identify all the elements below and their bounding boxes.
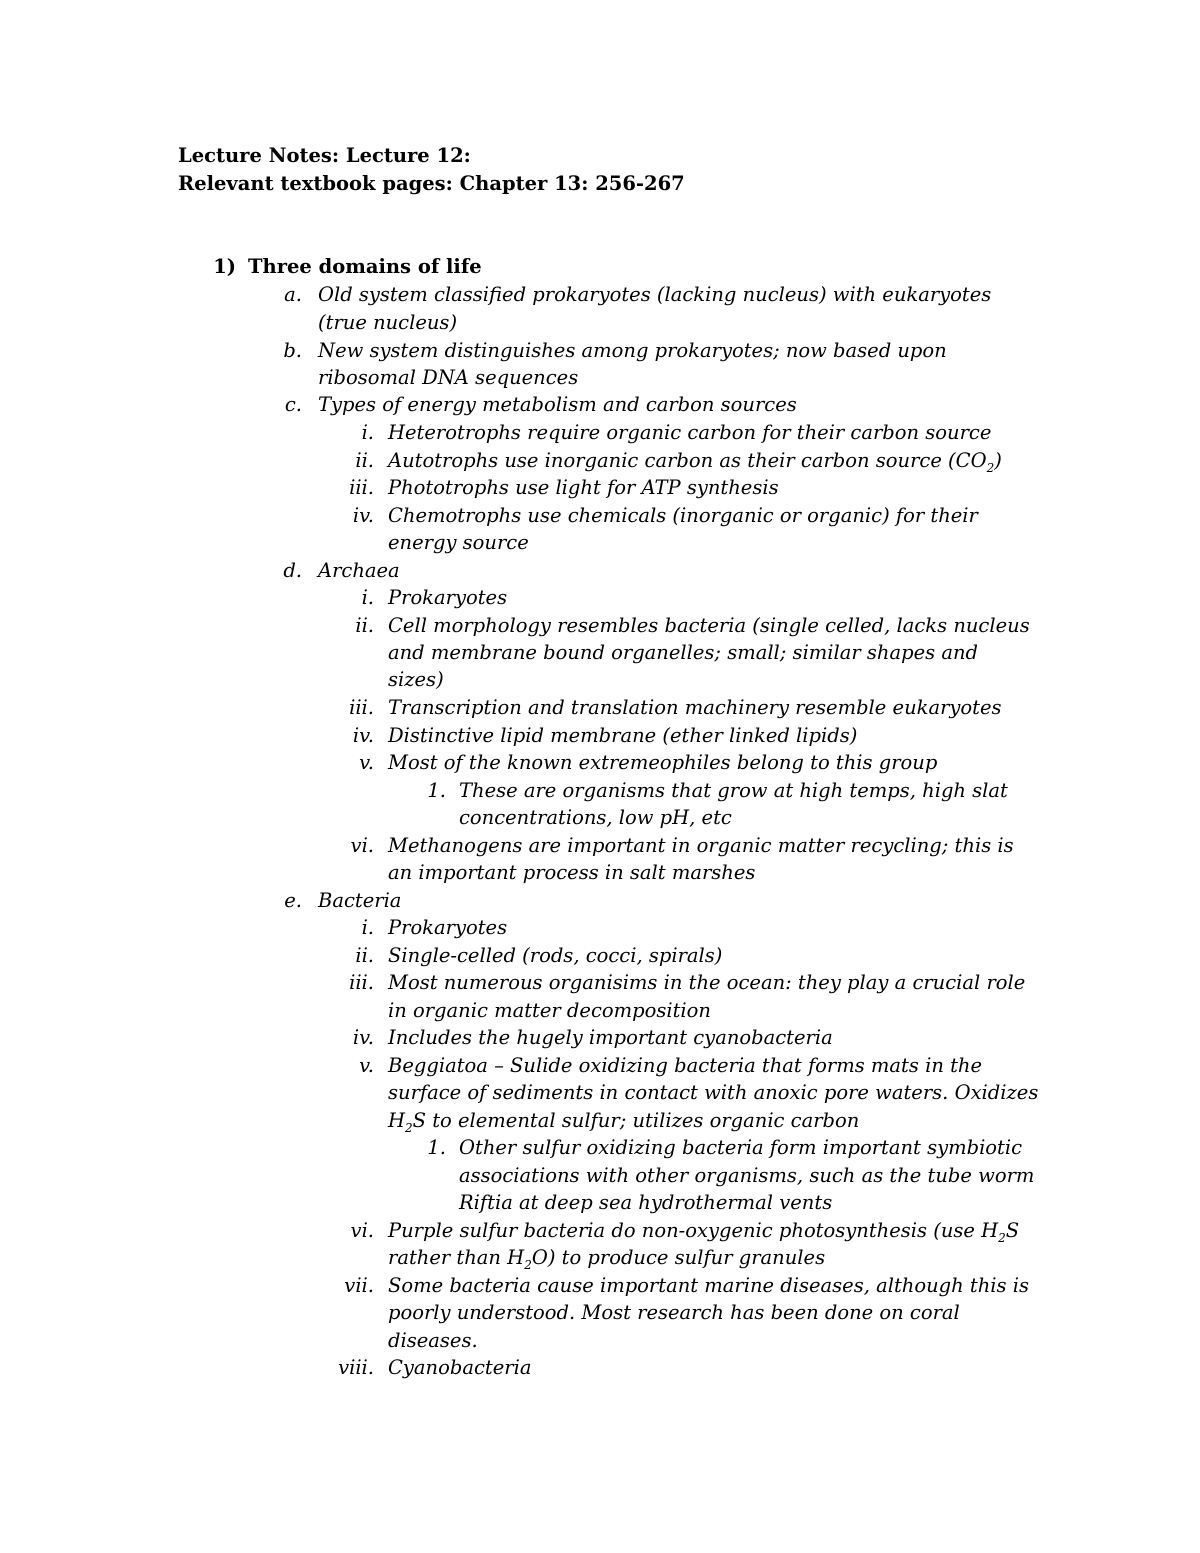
item-d-v-marker: v. [359, 751, 374, 774]
item-e-iv-line: Includes the hugely important cyanobacteria [388, 1026, 833, 1049]
item-d-v-1-line: concentrations, low pH, etc [459, 806, 732, 829]
item-e-vi-line: Purple sulfur bacteria do non-oxygenic photosynthesis (use $H_2S$ [388, 1219, 1020, 1245]
item-e-line: Bacteria [318, 889, 402, 912]
item-d-ii-line: sizes) [388, 668, 444, 691]
item-e-iii-line: Most numerous organisims in the ocean: they play a crucial role [388, 971, 1026, 994]
item-e-iii-line: in organic matter decomposition [388, 999, 711, 1022]
item-c-iii-marker: iii. [349, 476, 374, 499]
item-e-vii-line: poorly understood. Most research has been done on coral [388, 1301, 960, 1324]
item-c-ii-line: Autotrophs use inorganic carbon as their carbon source $(CO_2)$ [388, 449, 1002, 475]
item-e-ii-marker: ii. [355, 944, 374, 967]
item-d-v-line: Most of the known extremeophiles belong to this group [388, 751, 938, 774]
item-e-ii-line: Single-celled (rods, cocci, spirals) [388, 944, 723, 967]
item-e-i-line: Prokaryotes [388, 916, 508, 939]
section-marker: 1) [213, 255, 236, 278]
item-d-iv-line: Distinctive lipid membrane (ether linked lipids) [388, 724, 858, 747]
item-e-vi-marker: vi. [350, 1219, 374, 1242]
item-e-v-1-line: associations with other organisms, such as the tube worm [459, 1164, 1035, 1187]
item-b-line: ribosomal DNA sequences [318, 366, 579, 389]
item-c-i-marker: i. [361, 421, 374, 444]
item-e-viii-marker: viii. [338, 1356, 374, 1379]
item-a-marker: a. [284, 283, 302, 306]
item-e-v-1-line: Riftia at deep sea hydrothermal vents [459, 1191, 833, 1214]
item-d-iii-line: Transcription and translation machinery resemble eukaryotes [388, 696, 1002, 719]
item-c-line: Types of energy metabolism and carbon sources [318, 393, 797, 416]
item-e-iv-marker: iv. [352, 1026, 374, 1049]
item-d-ii-line: Cell morphology resembles bacteria (single celled, lacks nucleus [388, 614, 1030, 637]
item-c-iv-line: Chemotrophs use chemicals (inorganic or organic) for their [388, 504, 978, 527]
item-e-vi-line: rather than $H_2O$) to produce sulfur granules [388, 1246, 826, 1272]
item-e-iii-marker: iii. [349, 971, 374, 994]
item-d-vi-marker: vi. [350, 834, 374, 857]
item-e-marker: e. [284, 889, 302, 912]
item-d-vi-line: an important process in salt marshes [388, 861, 756, 884]
item-c-i-line: Heterotrophs require organic carbon for their carbon source [388, 421, 992, 444]
item-e-i-marker: i. [361, 916, 374, 939]
item-e-v-line: Beggiatoa – Sulide oxidizing bacteria that forms mats in the [388, 1054, 983, 1077]
item-e-v-marker: v. [359, 1054, 374, 1077]
item-e-vii-line: Some bacteria cause important marine diseases, although this is [388, 1274, 1029, 1297]
item-d-v-1-line: These are organisms that grow at high temps, high slat [459, 779, 1008, 802]
item-e-v-line: surface of sediments in contact with anoxic pore waters. Oxidizes [388, 1081, 1039, 1104]
lecture-title: Lecture Notes: Lecture 12: [178, 144, 471, 167]
item-b-line: New system distinguishes among prokaryotes; now based upon [318, 339, 947, 362]
item-c-iv-line: energy source [388, 531, 529, 554]
item-e-vii-line: diseases. [388, 1329, 478, 1352]
item-a-line: Old system classified prokaryotes (lacking nucleus) with eukaryotes [318, 283, 992, 306]
item-c-marker: c. [284, 393, 302, 416]
section-title: Three domains of life [248, 255, 482, 278]
item-d-vi-line: Methanogens are important in organic matter recycling; this is [388, 834, 1014, 857]
item-d-i-marker: i. [361, 586, 374, 609]
item-d-v-1-marker: 1. [427, 779, 446, 802]
item-e-v-1-line: Other sulfur oxidizing bacteria form important symbiotic [459, 1136, 1023, 1159]
textbook-pages-heading: Relevant textbook pages: Chapter 13: 256-267 [178, 172, 685, 195]
item-e-viii-line: Cyanobacteria [388, 1356, 532, 1379]
item-d-i-line: Prokaryotes [388, 586, 508, 609]
item-d-iii-marker: iii. [349, 696, 374, 719]
item-d-iv-marker: iv. [352, 724, 374, 747]
item-d-ii-marker: ii. [355, 614, 374, 637]
item-e-v-1-marker: 1. [427, 1136, 446, 1159]
item-c-iii-line: Phototrophs use light for ATP synthesis [388, 476, 779, 499]
item-b-marker: b. [283, 339, 302, 362]
item-d-ii-line: and membrane bound organelles; small; similar shapes and [388, 641, 978, 664]
item-e-vii-marker: vii. [344, 1274, 374, 1297]
item-e-v-line: $H_2S$ to elemental sulfur; utilizes organic carbon [388, 1109, 860, 1135]
item-d-line: Archaea [318, 559, 400, 582]
item-c-ii-marker: ii. [355, 449, 374, 472]
item-c-iv-marker: iv. [352, 504, 374, 527]
item-d-marker: d. [283, 559, 302, 582]
item-a-line: (true nucleus) [318, 311, 458, 334]
